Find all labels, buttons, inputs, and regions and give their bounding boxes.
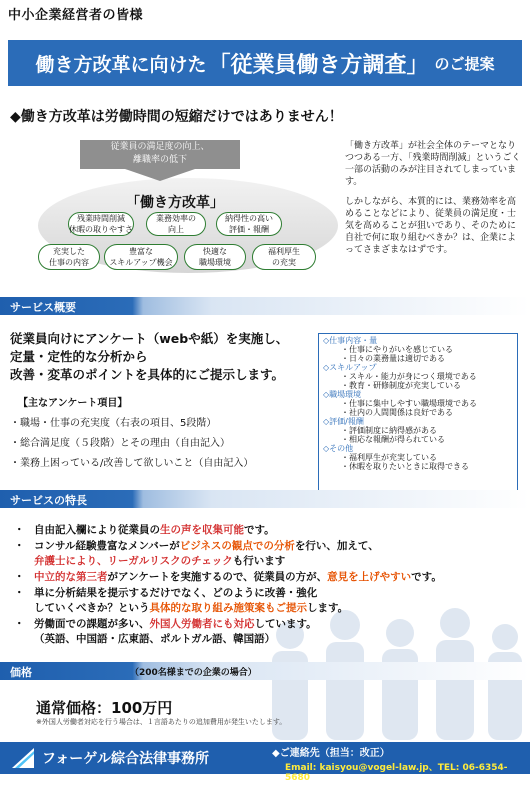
feature-text: を行い、加えて、	[294, 540, 379, 552]
feature-item	[6, 617, 526, 647]
intro-text	[345, 140, 523, 264]
feature-highlight: 弁護士により、リーガルリスクのチェック	[34, 555, 233, 567]
pill-efficiency	[146, 212, 206, 236]
pill-line: 納得性の高い	[225, 214, 273, 223]
goal-line-2: 離職率の低下	[132, 155, 187, 165]
category-title: ◇スキルアップ	[323, 363, 377, 372]
section-price-label: 価格	[10, 666, 32, 679]
pill-overtime	[68, 212, 134, 236]
category-title: ◇評価/報酬	[323, 417, 364, 426]
price-amount: 通常価格：100万円	[36, 699, 173, 717]
survey-item: ・総合満足度（５段階）とその理由（自由記入）	[10, 438, 230, 449]
pill-line: 豊富な	[128, 247, 153, 256]
feature-highlight: 意見を上げやすい	[327, 571, 412, 583]
title-banner	[8, 40, 522, 86]
overview-line: 改善・変革のポイントを具体的にご提示します。	[10, 367, 285, 382]
bullet: ・	[14, 571, 25, 583]
pill-evaluation	[216, 212, 282, 236]
category-item: ・日々の業務量は適切である	[341, 354, 445, 363]
category-item: ・教育・研修制度が充実している	[341, 381, 461, 390]
survey-items-heading: 【主なアンケート項目】	[18, 398, 128, 409]
pill-skillup	[104, 244, 178, 270]
feature-text: 単に分析結果を提示するだけでなく、どのように改善・強化	[34, 587, 318, 599]
feature-highlight: 具体的な取り組み施策案もご提示	[149, 602, 307, 614]
bullet: ・	[14, 540, 25, 552]
feature-highlight: 中立的な第三者	[34, 571, 108, 583]
survey-item: ・業務上困っている/改善して欲しいこと（自由記入）	[10, 458, 254, 469]
banner-suffix: のご提案	[434, 54, 495, 73]
contact-heading: ◆ご連絡先（担当：改正）	[272, 748, 390, 759]
overview-line: 従業員向けにアンケート（webや紙）を実施し、	[10, 331, 289, 346]
pill-line: 充実した	[53, 247, 85, 256]
reform-label: 「働き方改革」	[126, 195, 224, 211]
feature-text: も行います	[232, 555, 286, 567]
goal-arrow-head	[125, 169, 195, 181]
feature-item	[6, 523, 526, 538]
feature-highlight: ビジネスの観点での分析	[179, 540, 295, 552]
firm-logo-icon	[12, 748, 34, 768]
pill-line: の充実	[272, 258, 296, 267]
intro-paragraph-1: 「働き方改革」が社会全体のテーマとなりつつある一方、「残業時間削減」というごく一部の活動のみが注目されてしまっています。	[345, 141, 521, 187]
banner-prefix: 働き方改革に向けた	[35, 53, 207, 76]
overview-summary	[10, 330, 310, 384]
pill-line: 向上	[168, 225, 184, 234]
banner-main: 「従業員働き方調査」	[208, 52, 429, 78]
feature-highlight: 外国人労働者にも対応	[149, 618, 255, 630]
pill-line: 評価・報酬	[229, 225, 269, 234]
survey-items	[10, 414, 253, 474]
features-list	[6, 523, 526, 648]
pill-line: 業務効率の	[156, 214, 196, 223]
pill-line: 福利厚生	[268, 247, 300, 256]
contact-details[interactable]: Email: kaisyou@vogel-law.jp、TEL: 06-6354-5680	[285, 763, 508, 783]
section-features-label: サービスの特長	[10, 494, 87, 507]
feature-text: していくべきか？という	[34, 602, 150, 614]
category-item: ・評価制度に納得感がある	[341, 426, 437, 435]
section-overview	[0, 297, 530, 315]
price-condition: （200名様までの企業の場合）	[130, 668, 257, 678]
category-title: ◇仕事内容・量	[323, 336, 378, 345]
feature-text: コンサル経験豊富なメンバーが	[34, 540, 180, 552]
section-overview-label: サービス概要	[10, 301, 76, 314]
feature-item	[6, 586, 526, 616]
category-item: ・相応な報酬が得られている	[341, 435, 445, 444]
pill-environment	[184, 244, 246, 270]
feature-item	[6, 570, 526, 585]
feature-highlight: 生の声を収集可能	[160, 524, 244, 536]
bullet: ・	[14, 618, 25, 630]
pill-welfare	[252, 244, 316, 270]
feature-item	[6, 539, 526, 569]
category-item: ・スキル・能力が身につく環境である	[341, 372, 477, 381]
pill-line: 職場環境	[199, 258, 231, 267]
goal-arrow	[80, 140, 240, 169]
survey-category-table	[318, 333, 518, 499]
survey-item: ・職場・仕事の充実度（右表の項目、5段階）	[10, 418, 217, 429]
category-item: ・休暇を取りたいときに取得できる	[341, 462, 469, 471]
pill-line: 残業時間削減	[77, 214, 125, 223]
category-title: ◇職場環境	[323, 390, 362, 399]
firm-name: フォーゲル綜合法律事務所	[42, 751, 210, 767]
pill-line: 快適な	[203, 247, 227, 256]
goal-line-1: 従業員の満足度の向上、	[110, 142, 210, 152]
feature-text: です。	[244, 524, 275, 536]
feature-text: です。	[411, 571, 442, 583]
price-note: ※外国人労働者対応を行う場合は、１言語あたりの追加費用が発生いたします。	[36, 718, 287, 726]
intro-paragraph-2: しかしながら、本質的には、業務効率を高めることなどにより、従業員の満足度・士気を高めることが狙いであり、そのために自社で何に取り組むべきか？は、企業によってさまざまなはずです。	[345, 197, 517, 255]
feature-text: します。	[307, 602, 349, 614]
feature-text: 労働面での課題が多い、	[34, 618, 150, 630]
category-item: ・福利厚生が充実している	[341, 453, 437, 462]
category-item: ・仕事に集中しやすい職場環境である	[341, 399, 477, 408]
pill-line: 休暇の取りやすさ	[69, 225, 133, 234]
section-price	[0, 662, 530, 680]
feature-text: がアンケートを実施するので、従業員の方が、	[107, 571, 328, 583]
pill-line: 仕事の内容	[49, 258, 89, 267]
feature-text: （英語、中国語・広東語、ポルトガル語、韓国語）	[34, 633, 276, 645]
overview-line: 定量・定性的な分析から	[10, 349, 148, 364]
audience-heading: 中小企業経営者の皆様	[8, 8, 144, 23]
feature-text: しています。	[254, 618, 317, 630]
bullet: ・	[14, 587, 25, 599]
feature-text: 自由記入欄により従業員の	[34, 524, 160, 536]
category-item: ・社内の人間関係は良好である	[341, 408, 453, 417]
section-features	[0, 490, 530, 508]
intro-lead: ◆働き方改革は労働時間の短縮だけではありません！	[10, 109, 343, 125]
category-item: ・仕事にやりがいを感じている	[341, 345, 453, 354]
bullet: ・	[14, 524, 25, 536]
category-title: ◇その他	[323, 444, 354, 453]
pill-work-content	[38, 244, 100, 270]
pill-line: スキルアップ機会	[109, 258, 173, 267]
